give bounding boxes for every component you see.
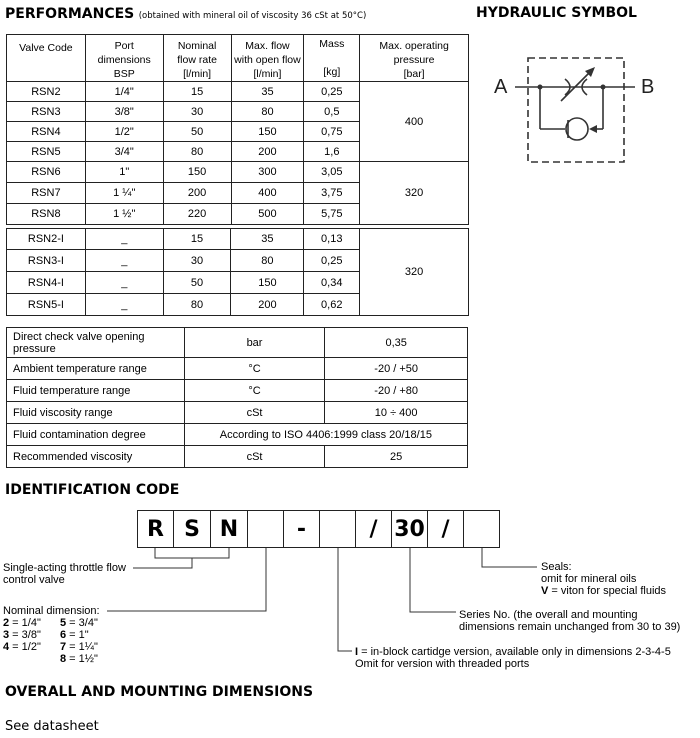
nominal-leader xyxy=(107,548,266,611)
seals-mineral: omit for mineral oils xyxy=(541,573,637,585)
nominal-flow: 30 xyxy=(163,102,231,122)
parameter-value: According to ISO 4406:1999 class 20/18/15 xyxy=(184,424,467,446)
port-b-label: B xyxy=(641,76,655,98)
table-row xyxy=(7,162,469,183)
nominal-flow: 50 xyxy=(163,272,231,294)
symbol-enclosure xyxy=(528,58,624,162)
code-box-s: S xyxy=(174,510,211,548)
valve-code: RSN3-I xyxy=(7,250,86,272)
see-datasheet-text: See datasheet xyxy=(5,719,99,734)
code-box-version xyxy=(320,510,356,548)
code-box-r: R xyxy=(137,510,174,548)
port-size: _ xyxy=(85,294,163,316)
valve-code: RSN2-I xyxy=(7,229,86,250)
adjust-arrow-line xyxy=(561,71,591,101)
performance-table-in-block xyxy=(6,228,469,316)
mass: 5,75 xyxy=(304,204,360,225)
seals-viton: V = viton for special fluids xyxy=(541,585,667,597)
parameter-row xyxy=(7,328,468,358)
valve-code: RSN7 xyxy=(7,183,86,204)
parameter-value: -20 / +50 xyxy=(325,358,468,380)
valve-code: RSN6 xyxy=(7,162,86,183)
max-pressure: 320 xyxy=(360,229,469,316)
parameter-unit: cSt xyxy=(184,402,325,424)
max-flow: 35 xyxy=(231,82,304,102)
mass: 0,13 xyxy=(304,229,360,250)
parameter-value: 0,35 xyxy=(325,328,468,358)
mass: 0,25 xyxy=(304,82,360,102)
nominal-flow: 15 xyxy=(163,229,231,250)
series-leader xyxy=(410,548,456,612)
max-flow: 400 xyxy=(231,183,304,204)
check-ball xyxy=(566,118,588,140)
performances-heading xyxy=(5,5,366,23)
port-size: 3/8" xyxy=(85,102,163,122)
code-box-series: 30 xyxy=(392,510,428,548)
series-block: Series No. (the overall and mounting dimensions remain unchanged from 30 to 39) xyxy=(459,609,681,633)
overall-title: OVERALL AND MOUNTING DIMENSIONS xyxy=(5,684,314,700)
valve-code: RSN4-I xyxy=(7,272,86,294)
header-max-flow: Max. flow with open flow [l/min] xyxy=(231,35,304,82)
mass: 0,62 xyxy=(304,294,360,316)
parameter-unit: °C xyxy=(184,380,325,402)
parameter-row xyxy=(7,358,468,380)
header-port: Port dimensions BSP xyxy=(85,35,163,82)
header-valve-code: Valve Code xyxy=(7,35,86,82)
performances-title: PERFORMANCES xyxy=(5,6,135,22)
port-size: 1" xyxy=(85,162,163,183)
header-max-pressure: Max. operating pressure [bar] xyxy=(360,35,469,82)
parameter-row xyxy=(7,402,468,424)
code-box-dimension xyxy=(248,510,284,548)
table-row xyxy=(7,229,469,250)
max-flow: 80 xyxy=(231,250,304,272)
nominal-flow: 80 xyxy=(163,142,231,162)
seals-block xyxy=(541,561,666,597)
nominal-flow: 15 xyxy=(163,82,231,102)
code-box-slash-1: / xyxy=(356,510,392,548)
header-nominal-flow: Nominal flow rate [l/min] xyxy=(163,35,231,82)
inblock-block xyxy=(355,646,671,670)
code-box-seals xyxy=(464,510,500,548)
port-size: 1 ½" xyxy=(85,204,163,225)
hydraulic-symbol-title: HYDRAULIC SYMBOL xyxy=(476,5,637,21)
port-a-label: A xyxy=(494,76,508,98)
mass: 0,25 xyxy=(304,250,360,272)
parameter-unit: cSt xyxy=(184,446,325,468)
parameter-unit: °C xyxy=(184,358,325,380)
parameter-label: Fluid viscosity range xyxy=(7,402,185,424)
nominal-flow: 30 xyxy=(163,250,231,272)
parameter-label: Recommended viscosity xyxy=(7,446,185,468)
max-flow: 200 xyxy=(231,294,304,316)
port-size: 1/4" xyxy=(85,82,163,102)
parameter-label: Fluid temperature range xyxy=(7,380,185,402)
nominal-col-2: 5 = 3/4" 6 = 1" 7 = 1¼" 8 = 1½" xyxy=(60,617,98,665)
max-flow: 35 xyxy=(231,229,304,250)
max-pressure: 320 xyxy=(360,162,469,225)
parameter-label: Ambient temperature range xyxy=(7,358,185,380)
valve-code: RSN8 xyxy=(7,204,86,225)
parameter-label: Fluid contamination degree xyxy=(7,424,185,446)
max-flow: 80 xyxy=(231,102,304,122)
nominal-dimension-block xyxy=(3,605,100,665)
version-leader xyxy=(338,548,352,651)
parameter-value: 25 xyxy=(325,446,468,468)
threaded-version: Omit for version with threaded ports xyxy=(355,658,530,670)
single-acting-leader xyxy=(133,558,192,568)
performances-subtitle: (obtained with mineral oil of viscosity 36 cSt at 50°C) xyxy=(138,11,367,21)
valve-code: RSN4 xyxy=(7,122,86,142)
max-flow: 300 xyxy=(231,162,304,183)
header-mass: Mass [kg] xyxy=(304,35,360,82)
performance-table-threaded xyxy=(6,34,469,225)
nominal-flow: 150 xyxy=(163,162,231,183)
parameter-unit: bar xyxy=(184,328,325,358)
code-box-slash-2: / xyxy=(428,510,464,548)
port-size: _ xyxy=(85,229,163,250)
performance-header-row xyxy=(7,35,469,82)
parameter-row xyxy=(7,446,468,468)
nominal-flow: 80 xyxy=(163,294,231,316)
mass: 3,75 xyxy=(304,183,360,204)
max-flow: 500 xyxy=(231,204,304,225)
nominal-flow: 220 xyxy=(163,204,231,225)
valve-code: RSN3 xyxy=(7,102,86,122)
inblock-version: I = in-block cartidge version, available only in dimensions 2-3-4-5 xyxy=(355,646,671,658)
valve-code: RSN5 xyxy=(7,142,86,162)
nominal-col-1: 2 = 1/4" 3 = 3/8" 4 = 1/2" xyxy=(3,617,41,653)
nominal-flow: 50 xyxy=(163,122,231,142)
port-size: 1/2" xyxy=(85,122,163,142)
mass: 1,6 xyxy=(304,142,360,162)
mass: 0,34 xyxy=(304,272,360,294)
parameter-row xyxy=(7,424,468,446)
valve-code: RSN5-I xyxy=(7,294,86,316)
max-flow: 150 xyxy=(231,122,304,142)
code-box-n: N xyxy=(211,510,248,548)
port-size: 3/4" xyxy=(85,142,163,162)
code-box-dash: - xyxy=(284,510,320,548)
rsn-bracket xyxy=(155,548,229,558)
parameter-value: -20 / +80 xyxy=(325,380,468,402)
port-size: 1 ¼" xyxy=(85,183,163,204)
parameter-label: Direct check valve opening pressure xyxy=(7,328,185,358)
check-seat xyxy=(589,125,597,133)
nominal-dimension-title: Nominal dimension: xyxy=(3,605,100,617)
parameter-value: 10 ÷ 400 xyxy=(325,402,468,424)
identification-title: IDENTIFICATION CODE xyxy=(5,482,180,498)
max-pressure: 400 xyxy=(360,82,469,162)
table-row xyxy=(7,82,469,102)
port-size: _ xyxy=(85,272,163,294)
single-acting-label: Single-acting throttle flow control valve xyxy=(3,562,126,586)
seals-leader xyxy=(482,548,537,567)
mass: 0,5 xyxy=(304,102,360,122)
nominal-flow: 200 xyxy=(163,183,231,204)
seals-title: Seals: xyxy=(541,561,572,573)
mass: 3,05 xyxy=(304,162,360,183)
parameter-row xyxy=(7,380,468,402)
valve-code: RSN2 xyxy=(7,82,86,102)
hydraulic-symbol-diagram xyxy=(515,55,635,165)
max-flow: 200 xyxy=(231,142,304,162)
port-size: _ xyxy=(85,250,163,272)
max-flow: 150 xyxy=(231,272,304,294)
mass: 0,75 xyxy=(304,122,360,142)
parameters-table xyxy=(6,327,468,468)
